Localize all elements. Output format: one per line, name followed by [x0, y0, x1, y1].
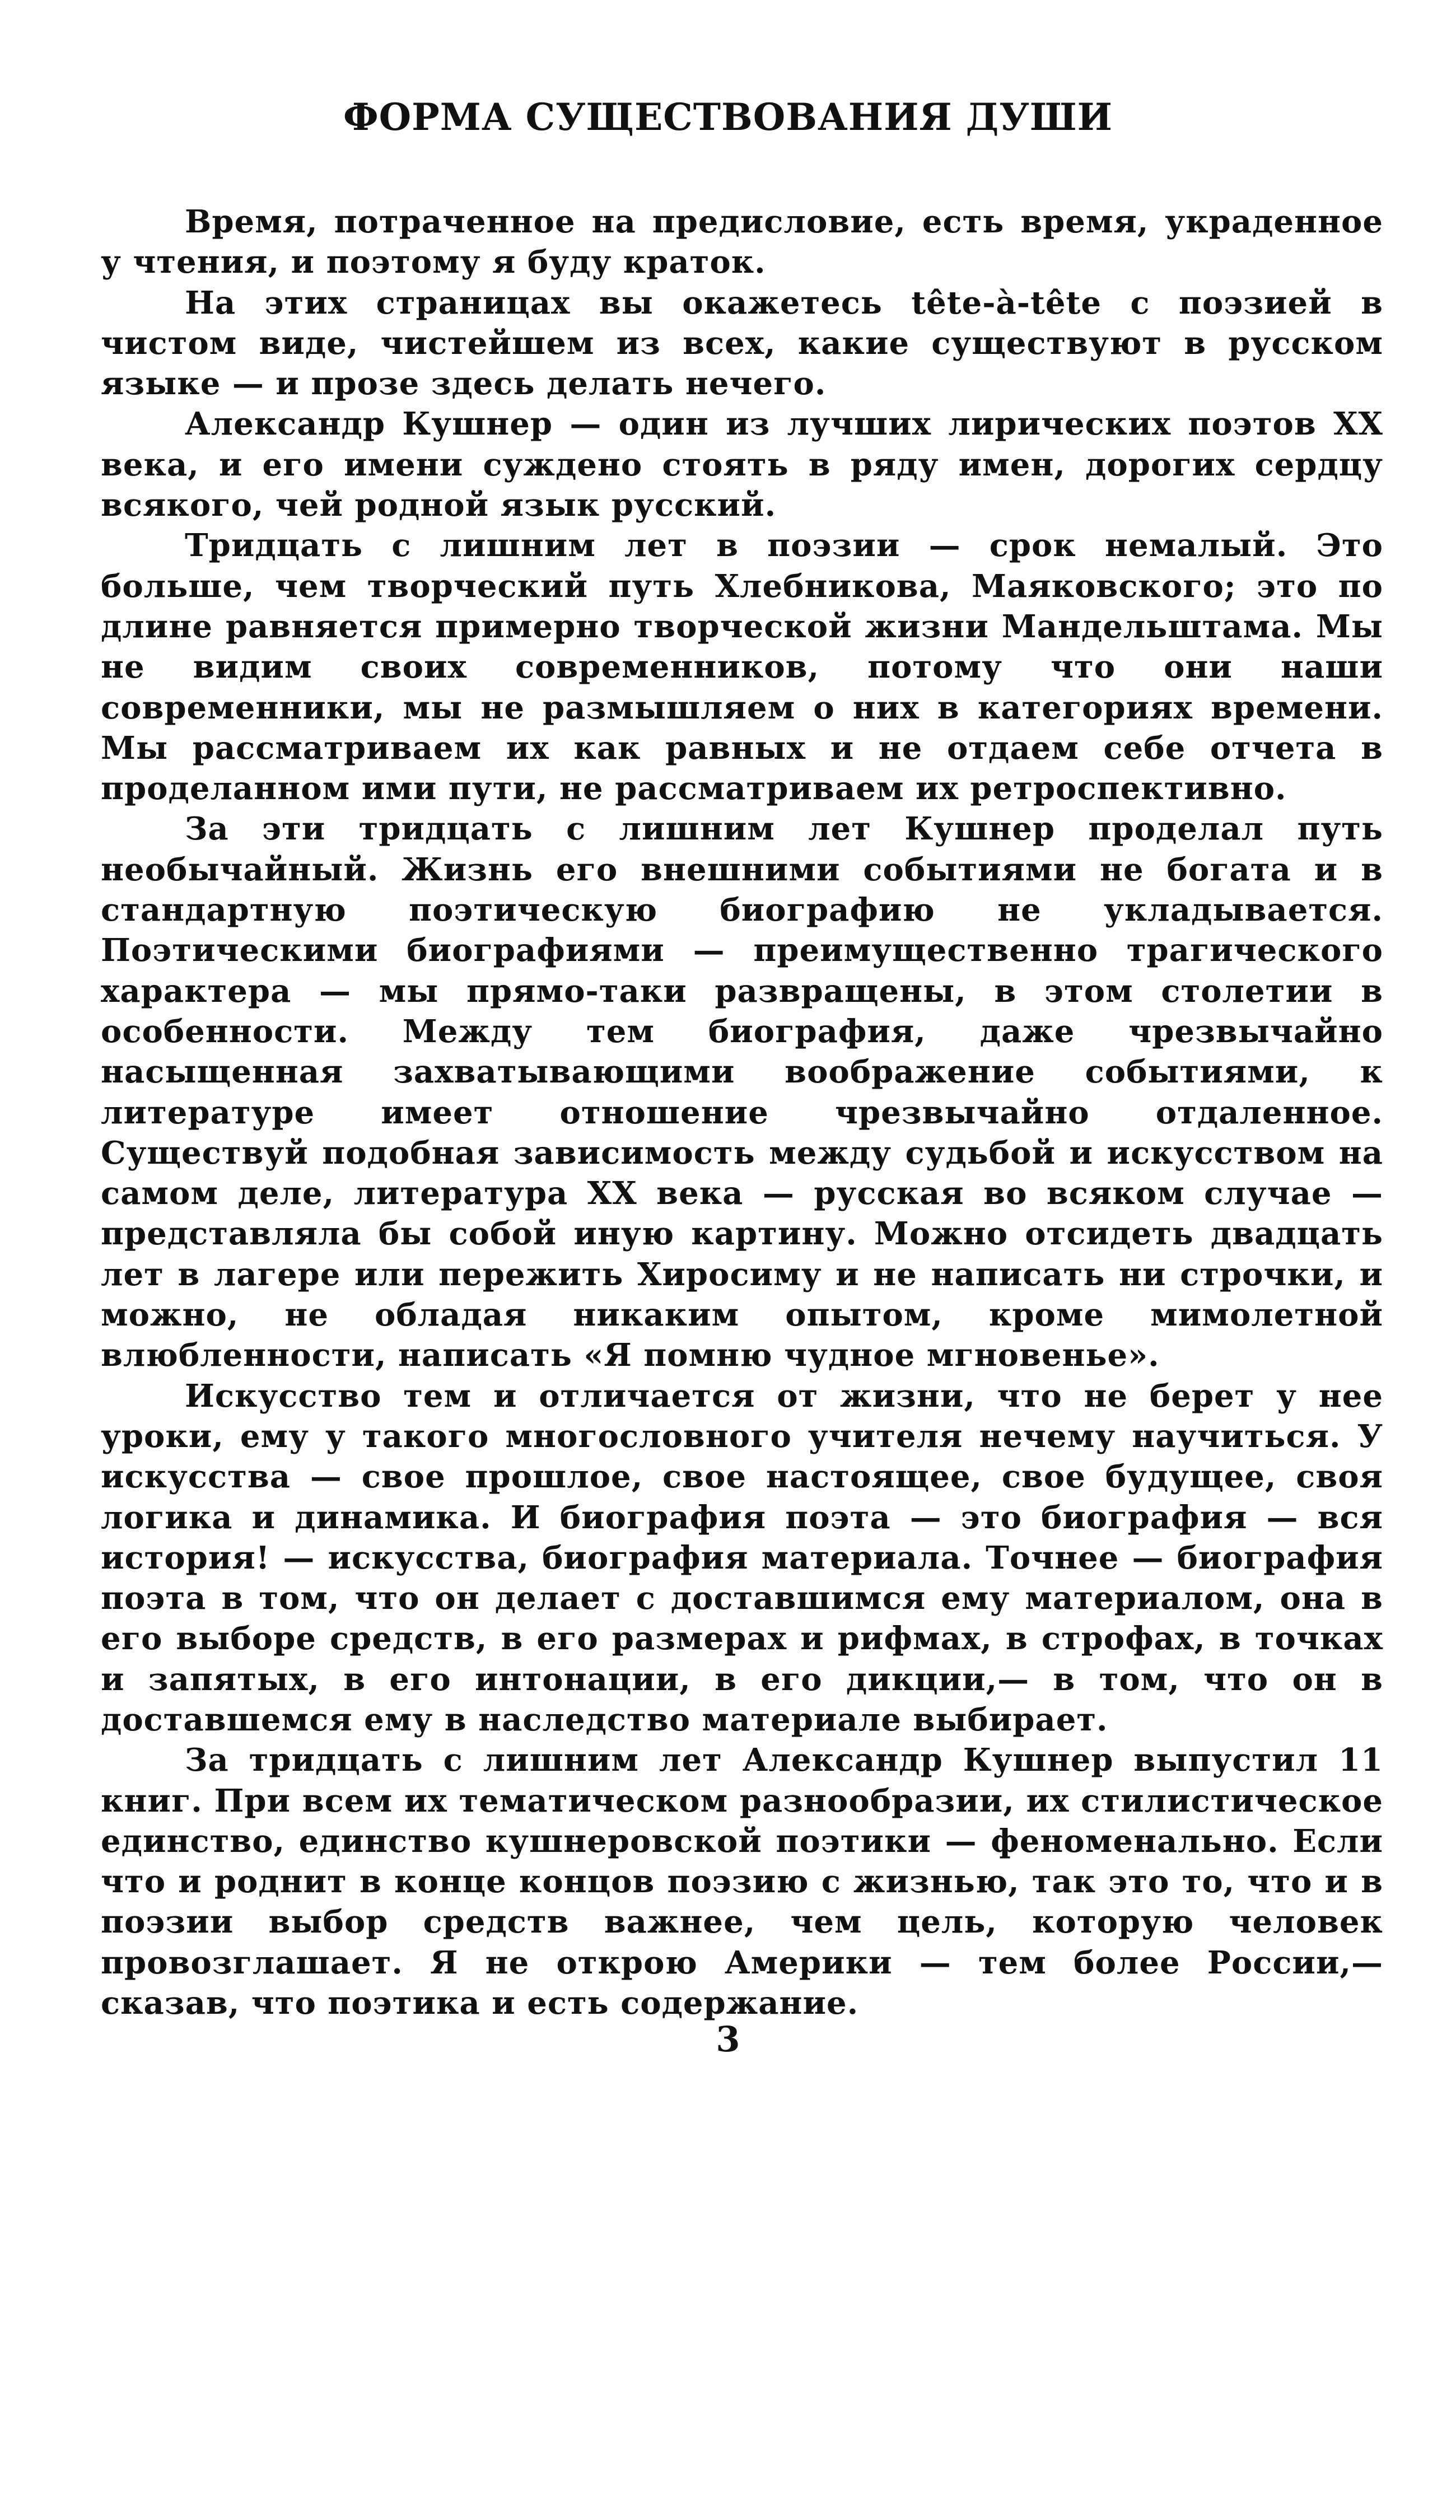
body-text: [101, 202, 1383, 2023]
paragraph: Время, потраченное на предисловие, есть время, украденное у чтения, и поэтому я буду краток.: [101, 203, 1383, 281]
paragraph: За эти тридцать с лишним лет Кушнер проделал путь необычайный. Жизнь его внешними событиями не богата и в стандартную поэтическую биографию не укладывается. Поэтическими биографиями — преимущественно трагического характера — мы прямо-таки развращены, в этом столетии в особенности. Между тем биография, даже чрезвычайно насыщенная захватывающими воображение событиями, к литературе имеет отношение чрезвычайно отдаленное. Существуй подобная зависимость между судьбой и искусством на самом деле, литература XX века — русская во всяком случае — представляла бы собой иную картину. Можно отсидеть двадцать лет в лагере или пережить Хиросиму и не написать ни строчки, и можно, не обладая никаким опытом, кроме мимолетной влюбленности, написать «Я помню чудное мгновенье».: [101, 810, 1383, 1374]
paragraph: Тридцать с лишним лет в поэзии — срок немалый. Это больше, чем творческий путь Хлебникова, Маяковского; это по длине равняется примерно творческой жизни Мандельштама. Мы не видим своих современников, потому что они наши современники, мы не размышляем о них в категориях времени. Мы рассматриваем их как равных и не отдаем себе отчета в проделанном ими пути, не рассматриваем их ретроспективно.: [101, 527, 1383, 808]
paragraph: Искусство тем и отличается от жизни, что не берет у нее уроки, ему у такого многословного учителя нечему научиться. У искусства — свое прошлое, свое настоящее, свое будущее, своя логика и динамика. И биография поэта — это биография — вся история! — искусства, биография материала. Точнее — биография поэта в том, что он делает с доставшимся ему материалом, она в его выборе средств, в его размерах и рифмах, в строфах, в точках и запятых, в его интонации, в его дикции,— в том, что он в доставшемся ему в наследство материале выбирает.: [101, 1377, 1383, 1738]
paragraph: Александр Кушнер — один из лучших лирических поэтов XX века, и его имени суждено стоять в ряду имен, дорогих сердцу всякого, чей родной язык русский.: [101, 405, 1383, 524]
paragraph: За тридцать с лишним лет Александр Кушнер выпустил 11 книг. При всем их тематическом разнообразии, их стилистическое единство, единство кушнеровской поэтики — феноменально. Если что и роднит в конце концов поэзию с жизнью, так это то, что и в поэзии выбор средств важнее, чем цель, которую человек провозглашает. Я не открою Америки — тем более России,— сказав, что поэтика и есть содержание.: [101, 1742, 1383, 2022]
page-number: 3: [716, 2019, 740, 2060]
page-title: ФОРМА СУЩЕСТВОВАНИЯ ДУШИ: [343, 95, 1113, 139]
paragraph: На этих страницах вы окажетесь tête-à-tête с поэзией в чистом виде, чистейшем из всех, какие существуют в русском языке — и прозе здесь делать нечего.: [101, 284, 1383, 403]
